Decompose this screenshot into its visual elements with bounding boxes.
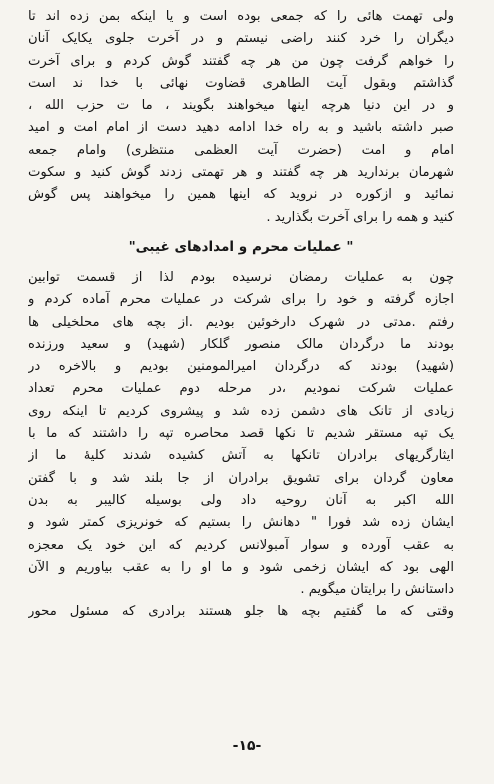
text-line: نمائید و ازکوره در نروید که اینها همین را میخواهند پس گوش — [28, 187, 454, 203]
paragraph-2 — [28, 267, 454, 624]
text-line: را خواهم گرفت چون من هر چه گفتند گوش کردم و برای آخرت — [28, 53, 454, 69]
section-heading: " عملیات محرم و امدادهای غیبی" — [128, 238, 354, 255]
text-line: معاون گردان برای تشویق برادران از جا بلند شد و با گفتن — [28, 470, 454, 486]
text-line: وقتی که ما گفتیم بچه ها جلو هستند برادری که مسئول محور — [28, 604, 454, 620]
text-line: ایشان زده شد فورا " دهانش را بستیم که خونریزی کمتر شود و — [28, 515, 454, 531]
text-line: صبر داشته باشید و به راه خدا ادامه دهید دست از امام امت و امید — [28, 120, 454, 136]
text-line: امام و امت (حضرت آیت العظمی منتظری) وامام جمعه — [28, 142, 454, 158]
text-line: گذاشتم وبقول آیت الطاهری قضاوت نهائی با خدا ند است — [28, 75, 454, 91]
text-line: الهی بود که ایشان زخمی شود و ما او را به عقب بیاوریم و الآن — [28, 559, 454, 575]
text-line: یک تپه مستقر شدیم تا نکها قصد محاصره تپه را داشتند که ما با — [28, 426, 454, 442]
text-line: عملیات شرکت نمودیم ،در مرحله دوم عملیات محرم تعداد — [28, 381, 454, 397]
page-number: -۱۵- — [232, 738, 262, 754]
text-line: شهرمان برندارید هر چه گفتند و هر تهمتی زدند گوش کنید و سکوت — [28, 165, 454, 181]
text-line: و در این دنیا هرچه اینها میخواهند بگویند ، ما ت حزب الله ، — [28, 98, 454, 114]
text-line: چون به عملیات رمضان نرسیده بودم لذا از قسمت توابین — [28, 269, 454, 285]
text-line: زیادی از تانک های دشمن زده شد و پیشروی کردیم تا اینکه روی — [28, 403, 454, 419]
text-line: بودند ما درگردان مالک منصور گلکار (شهید) و سعید ورزنده — [28, 336, 454, 352]
text-line: کنید و همه را برای آخرت بگذارید . — [266, 209, 454, 225]
paragraph-1 — [28, 6, 454, 229]
text-line: رفتم .مدتی در شهرک دارخوئین بودیم .از بچه های محلخیلی ها — [28, 314, 454, 330]
text-line: ایثارگریهای برادران تانکها به آتش کشیده شدند کلیهٔ ما از — [28, 448, 454, 464]
text-line: به عقب آورده و سوار آمبولانس کردیم که این خود یک معجزه — [28, 537, 454, 553]
text-line: داستانش را برایتان میگویم . — [300, 582, 454, 598]
text-line: اجازه گرفته و خود را برای شرکت در عملیات محرم آماده کردم و — [28, 292, 454, 308]
text-line: ولی تهمت هائی را که جمعی بوده است و یا اینکه بمن زده اند تا — [28, 9, 454, 24]
text-line: دیگران را خرد کنند راضی نیستم و در آخرت جلوی یکایک آنان — [28, 31, 454, 47]
text-line: (شهید) بودند که درگردان امیرالمومنین بودیم و بالاخره در — [28, 359, 454, 375]
text-line: الله اکبر به آنان روحیه داد ولی بوسیله کالیبر به بدن — [28, 492, 454, 508]
